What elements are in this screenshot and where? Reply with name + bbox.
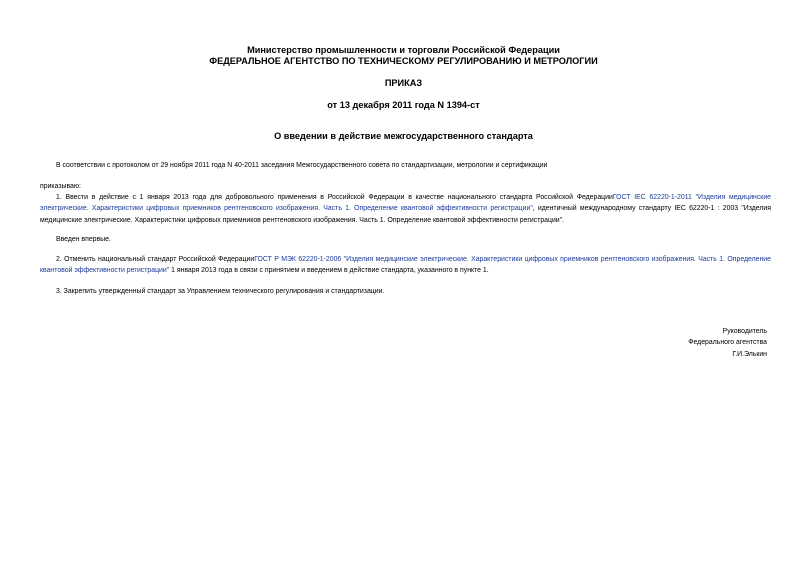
document-subject: О введении в действие межгосударственного стандарта [274,131,533,141]
signature-organization: Федерального агентства [688,339,767,346]
gost-iec-62220-link[interactable]: ГОСТ IEC 62220-1-2011 "Изделия медицинские электрические. Характеристики цифровых приемников рентгеновского изображения. Часть 1. Определение квантовой эффективности регистрации" [40,194,772,213]
item-2-text-start: 2. Отменить национальный стандарт Российской Федерации [56,256,255,263]
item-2-text-end: 1 января 2013 года в связи с принятием и введением в действие стандарта, указанного в пункте 1. [169,267,489,275]
item-3-paragraph: 3. Закрепить утвержденный стандарт за Управлением технического регулирования и стандартизации. [56,288,385,295]
orders-word: приказываю: [40,183,81,190]
ministry-name: Министерство промышленности и торговли Российской Федерации [247,45,560,55]
item-2-paragraph [40,254,771,277]
agency-name: ФЕДЕРАЛЬНОЕ АГЕНТСТВО ПО ТЕХНИЧЕСКОМУ РЕГУЛИРОВАНИЮ И МЕТРОЛОГИИ [209,56,598,66]
item-1-paragraph [40,192,771,226]
document-date-number: от 13 декабря 2011 года N 1394-ст [327,100,480,110]
signature-name: Г.И.Элькин [732,351,767,358]
item-1-text-start: 1. Ввести в действие с 1 января 2013 года для добровольного применения в Российской Федерации в качестве национального стандарта Российской Федерации [56,194,613,201]
intro-paragraph: В соответствии с протоколом от 29 ноября 2011 года N 40-2011 заседания Межгосударственного совета по стандартизации, метрологии и сертификации [56,162,548,169]
signature-title: Руководитель [722,328,767,335]
item-1-text-end: , идентичный международному стандарту IEC 62220-1 : 2003 "Изделия медицинские электрические. Характеристики цифровых приемников рентгеновского изображения. Часть 1. Определение квантовой эффективности регистрации". [40,205,771,224]
first-intro-note: Введен впервые. [56,236,111,243]
gost-r-mek-62220-link[interactable]: ГОСТ Р МЭК 62220-1-2006 "Изделия медицинские электрические. Характеристики цифровых приемников рентгеновского изображения. Часть 1. Определение квантовой эффективности регистрации" [40,256,771,275]
document-type: ПРИКАЗ [384,78,423,88]
